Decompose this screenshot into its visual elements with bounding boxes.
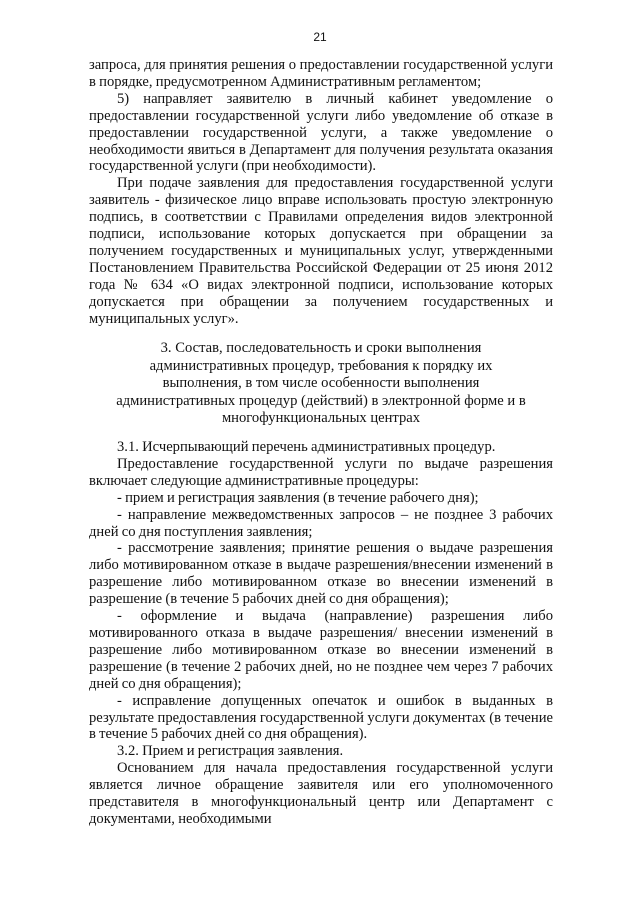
heading-line: выполнения, в том числе особенности выполнения	[162, 375, 480, 391]
list-item: - оформление и выдача (направление) разрешения либо мотивированного отказа в выдаче разрешения/ внесении изменений в разрешение либо мотивированном отказе во внесении изменений в разрешение (в течение 2 рабочих дней, но не позднее чем через 7 рабочих дней со дня обращения);	[89, 608, 553, 692]
list-item: - исправление допущенных опечаток и ошибок в выданных в результате предоставления государственной услуги документах (в течение в течение 5 рабочих дней со дня обращения).	[89, 692, 553, 743]
paragraph: 5) направляет заявителю в личный кабинет уведомление о предоставлении государственной услуги либо уведомление об отказе в предоставлении государственной услуги, а также уведомление о необходимости явиться в Департамент для получения результата оказания государственной услуги (при необходимости).	[89, 90, 553, 175]
heading-line: 3. Состав, последовательность и сроки выполнения	[160, 340, 482, 356]
paragraph: При подаче заявления для предоставления государственной услуги заявитель - физическое лицо вправе использовать простую электронную подпись, в соответствии с Правилами определения видов электронной подписи, использование которых допускается при обращении за получением государственных и муниципальных услуг, утвержденными Постановлением Правительства Российской Федерации от 25 июня 2012 года № 634 «О видах электронной подписи, использование которых допускается при обращении за получением государственных и муниципальных услуг».	[89, 175, 553, 327]
heading-line: многофункциональных центрах	[221, 410, 421, 426]
paragraph: Предоставление государственной услуги по выдаче разрешения включает следующие административные процедуры:	[89, 455, 553, 489]
heading-line: административных процедур, требования к порядку их	[149, 357, 493, 374]
paragraph: 3.2. Прием и регистрация заявления.	[117, 743, 344, 760]
list-item: - рассмотрение заявления; принятие решения о выдаче разрешения либо мотивированном отказе в выдаче разрешения/внесении изменений в разрешение либо мотивированном отказе во внесении изменений в разрешение (в течение 5 рабочих дней со дня обращения);	[89, 540, 553, 608]
paragraph: 3.1. Исчерпывающий перечень административных процедур.	[117, 439, 496, 455]
text-block-lower	[89, 439, 553, 828]
paragraph: запроса, для принятия решения о предоставлении государственной услуги в порядке, предусмотренном Административным регламентом;	[89, 57, 553, 90]
list-item: - прием и регистрация заявления (в течение рабочего дня);	[117, 489, 479, 506]
list-item: - направление межведомственных запросов – не позднее 3 рабочих дней со дня поступления заявления;	[89, 506, 553, 540]
text-block-upper	[89, 57, 553, 328]
page-number: 21	[313, 30, 327, 44]
heading-line: административных процедур (действий) в электронной форме и в	[116, 392, 526, 409]
section-heading	[89, 340, 553, 428]
paragraph: Основанием для начала предоставления государственной услуги является личное обращение заявителя или его уполномоченного представителя в многофункциональный центр или Департамент с документами, необходимыми	[89, 760, 553, 827]
